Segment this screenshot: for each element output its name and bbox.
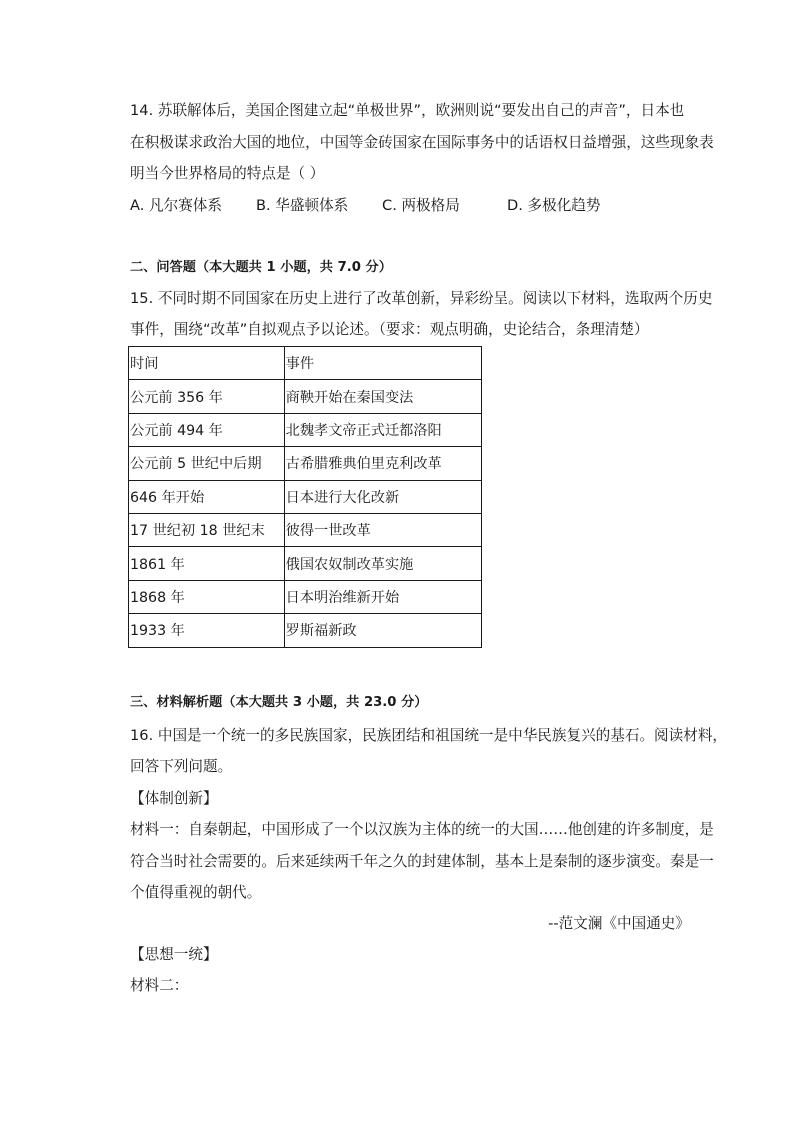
table-header-event: 事件: [284, 347, 481, 380]
table-cell-event: 彼得一世改革: [284, 513, 481, 546]
table-cell-time: 1933 年: [129, 614, 285, 647]
table-cell-event: 古希腊雅典伯里克利改革: [284, 447, 481, 480]
table-header-row: [129, 347, 482, 380]
table-row: [129, 380, 482, 413]
q14-line1: 14. 苏联解体后，美国企图建立起“单极世界”，欧洲则说“要发出自己的声音”，日本也: [130, 102, 685, 119]
q16-material1-line1: 材料一：自秦朝起，中国形成了一个以汉族为主体的统一的大国……他创建的许多制度，是: [130, 821, 714, 838]
q14-line3: 明当今世界格局的特点是（ ）: [130, 165, 325, 182]
q16-material2-label: 材料二：: [130, 977, 189, 994]
table-row: [129, 513, 482, 546]
q14-option-c: C. 两极格局: [382, 197, 460, 214]
q16-material1-line3: 个值得重视的朝代。: [130, 884, 262, 901]
table-row: [129, 614, 482, 647]
table-row: [129, 580, 482, 613]
section3-heading: 三、材料解析题（本大题共 3 小题，共 23.0 分）: [130, 695, 428, 710]
q16-line1: 16. 中国是一个统一的多民族国家，民族团结和祖国统一是中华民族复兴的基石。阅读材料，: [130, 727, 728, 744]
table-cell-event: 日本进行大化改新: [284, 480, 481, 513]
table-cell-event: 北魏孝文帝正式迁都洛阳: [284, 413, 481, 446]
q14-line2: 在积极谋求政治大国的地位，中国等金砖国家在国际事务中的话语权日益增强，这些现象表: [130, 134, 714, 151]
q16-tag-thought: 【思想一统】: [130, 946, 218, 963]
q16-material1-line2: 符合当时社会需要的。后来延续两千年之久的封建体制，基本上是秦制的逐步演变。秦是一: [130, 853, 714, 870]
table-cell-event: 俄国农奴制改革实施: [284, 547, 481, 580]
table-cell-time: 646 年开始: [129, 480, 285, 513]
q14-option-a: A. 凡尔赛体系: [130, 197, 222, 214]
table-cell-event: 商鞅开始在秦国变法: [284, 380, 481, 413]
q16-material1-source: --范文澜《中国通史》: [548, 915, 690, 932]
section2-heading: 二、问答题（本大题共 1 小题，共 7.0 分）: [130, 260, 392, 275]
q16-tag-institution: 【体制创新】: [130, 790, 218, 807]
reform-events-table: [128, 346, 482, 648]
table-row: [129, 413, 482, 446]
q14-option-b: B. 华盛顿体系: [256, 197, 349, 214]
table-cell-event: 罗斯福新政: [284, 614, 481, 647]
table-cell-time: 1861 年: [129, 547, 285, 580]
table-row: [129, 447, 482, 480]
table-header-time: 时间: [129, 347, 285, 380]
table-cell-time: 17 世纪初 18 世纪末: [129, 513, 285, 546]
table-cell-time: 公元前 356 年: [129, 380, 285, 413]
table-cell-time: 公元前 5 世纪中后期: [129, 447, 285, 480]
q15-line2: 事件，围绕“改革”自拟观点予以论述。（要求：观点明确，史论结合，条理清楚）: [130, 321, 649, 338]
table-cell-time: 1868 年: [129, 580, 285, 613]
table-row: [129, 547, 482, 580]
q14-option-d: D. 多极化趋势: [507, 197, 601, 214]
q16-line2: 回答下列问题。: [130, 758, 233, 775]
table-cell-event: 日本明治维新开始: [284, 580, 481, 613]
q15-line1: 15. 不同时期不同国家在历史上进行了改革创新，异彩纷呈。阅读以下材料，选取两个历史: [130, 290, 713, 307]
table-cell-time: 公元前 494 年: [129, 413, 285, 446]
table-row: [129, 480, 482, 513]
